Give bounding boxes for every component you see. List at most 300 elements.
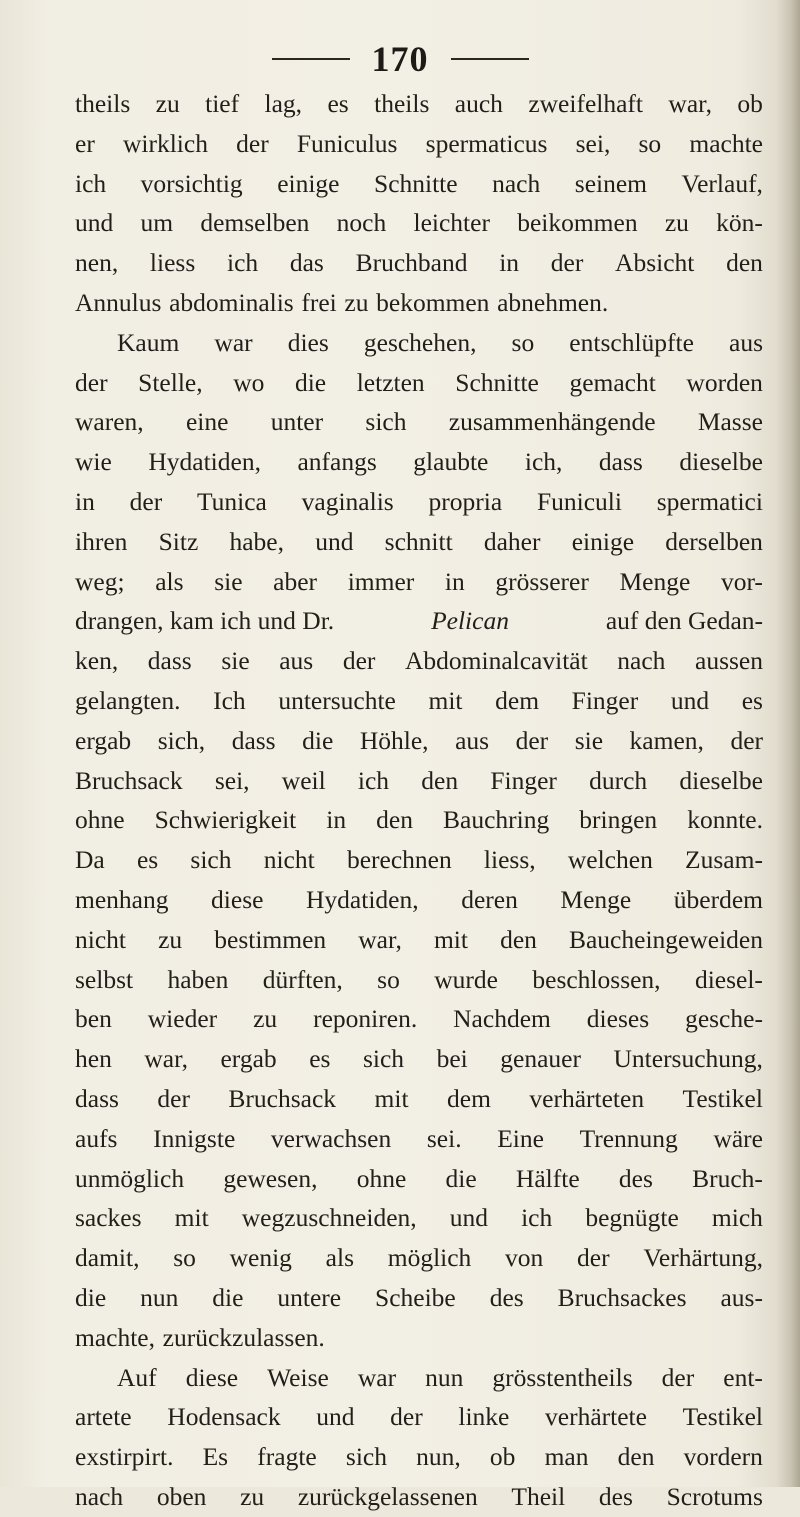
word: sei. [426,1123,462,1153]
word: Sitz [158,526,199,556]
word: wurde [434,964,498,994]
word: abnehmen. [497,287,609,317]
word: untere [277,1282,342,1312]
word: wegzuschneiden, [241,1203,417,1233]
word: der [730,725,763,755]
word: nicht [75,924,126,954]
word: kön- [716,208,763,238]
word: sei, [575,128,611,158]
word: Da [75,845,105,875]
word: damit, [75,1243,140,1273]
word: aus [729,327,763,357]
word: diese [185,1362,239,1392]
word: habe, [229,526,284,556]
word: und [670,685,710,715]
word: anfangs [297,447,377,477]
word: ich [226,248,259,278]
word: Auf [117,1362,157,1392]
word: war, [358,924,402,954]
word: aus [455,725,490,755]
word: bei [436,1044,468,1074]
word: durch [589,765,648,795]
word: Abdominalcavität [404,646,588,676]
word: dass [598,447,643,477]
word: bestimmen [214,924,327,954]
italic-name: Pelican [431,606,509,636]
word: sei, [214,765,250,795]
word: den [421,765,459,795]
word: worden [686,367,763,397]
word: spermaticus [425,128,548,158]
word: propria [428,486,503,516]
word: und [449,1203,488,1233]
word: ob [737,89,763,118]
word: einige [571,526,635,556]
text-line [75,442,763,482]
word: nach [617,646,666,676]
word: demselben [200,208,310,238]
text-line [75,1079,763,1119]
word: so [173,1243,196,1273]
word: theils [75,89,131,118]
word: nicht [263,845,315,875]
word: des [598,1481,633,1511]
word: mit [374,1083,409,1113]
word: ich [75,168,107,198]
word: dieselbe [679,765,763,795]
word: zu [158,924,183,954]
text-line [75,522,763,562]
word: konnte. [687,805,763,835]
word: nen, [75,248,119,278]
word: dies [287,327,329,357]
page-header [0,36,800,82]
word: ob [489,1442,516,1472]
word: hen [75,1044,112,1074]
word: letzten [356,367,425,397]
word: die [75,1282,107,1312]
word: ich [521,1203,553,1233]
word: berechnen [346,845,452,875]
word: die [302,725,334,755]
word: des [618,1163,653,1193]
word: war, [668,89,713,118]
word: Baucheingeweiden [568,924,763,954]
word: und [315,526,354,556]
word: Scheibe [375,1282,456,1312]
word: Weise [267,1362,329,1392]
text-line [75,1318,763,1358]
word: spermatici [656,486,763,516]
word: ohne [75,805,125,835]
word: mit [428,685,463,715]
word: artete [75,1402,132,1432]
word: und [75,208,114,238]
word: das [289,248,324,278]
word: Theil [511,1481,566,1511]
word: Hydatiden, [306,884,419,914]
word: liess, [483,845,536,875]
text-line [75,920,763,960]
word: Stelle, [138,367,203,397]
word: Bruchband [355,248,468,278]
word: der [390,1402,423,1432]
word: mich [711,1203,763,1233]
word: der [129,486,163,516]
word: Kaum [117,327,180,357]
word: haben [167,964,229,994]
word: Scrotums [666,1481,763,1511]
word: diese [211,884,264,914]
text-line [75,1278,763,1318]
word: ihren [75,526,128,556]
text-line [75,164,763,204]
body-text [75,84,763,1517]
line-text-pre: drangen, kam ich und Dr. [75,606,335,636]
text-line [75,1198,763,1238]
word: so [511,327,535,357]
word: dass [75,1083,119,1113]
word: sich [362,1044,405,1074]
word: nach [492,168,541,198]
word: einige [277,168,340,198]
text-line [75,1238,763,1278]
word: nun, [416,1442,461,1472]
word: dieselbe [679,447,763,477]
word: Innigste [153,1123,236,1153]
word: in [326,805,347,835]
word: sackes [75,1203,142,1233]
word: Absicht [615,248,695,278]
word: verwachsen [270,1123,392,1153]
word: Nachdem [453,1004,551,1034]
word: man [544,1442,589,1472]
word: sie [574,725,604,755]
word: genauer [500,1044,581,1074]
word: ken, [75,646,119,676]
word: es [309,1044,331,1074]
word: Bruchsack [75,765,183,795]
page-number: 170 [371,39,429,79]
word: zu [240,1481,265,1511]
word: Schwierigkeit [154,805,297,835]
word: der [577,1243,610,1273]
word: war, [144,1044,188,1074]
text-line [75,1477,763,1517]
word: schnitt [384,526,453,556]
word: tief [205,89,240,118]
word: linke [458,1402,510,1432]
word: wäre [713,1123,763,1153]
word: wo [233,367,265,397]
word: der [157,1083,190,1113]
word: in [499,248,520,278]
word: so [638,128,662,158]
word: grösserer [495,566,589,596]
word: nun [425,1362,464,1392]
word: zurückzulassen. [162,1322,325,1352]
word: beikommen [517,208,638,238]
word: Tunica [196,486,267,516]
word: ent- [723,1362,763,1392]
word: entschlüpfte [569,327,694,357]
word: unmöglich [75,1163,185,1193]
word: auch [454,89,503,118]
word: der [342,646,376,676]
text-line [75,761,763,801]
word: deren [461,884,518,914]
word: der [550,248,584,278]
word: Annulus [75,287,162,317]
word: oben [156,1481,207,1511]
word: von [505,1243,544,1273]
text-line [75,1039,763,1079]
word: der [515,725,549,755]
word: ben [75,1004,112,1034]
text-line [75,800,763,840]
word: machte, [75,1322,155,1352]
text-line [75,562,763,602]
word: Bauchring [443,805,550,835]
word: gelangten. [75,685,181,715]
word: zu [253,1004,278,1034]
word: untersuchte [278,685,396,715]
word: Menge [560,884,632,914]
word: vaginalis [301,486,394,516]
word: Es [202,1442,229,1472]
word: ich, [524,447,563,477]
word: es [136,845,159,875]
line-text-post: auf den Gedan- [605,606,763,636]
word: glaubte [413,447,489,477]
word: Finger [571,685,639,715]
word: verhärtete [545,1402,647,1432]
word: Eine [497,1123,544,1153]
word: leichter [413,208,490,238]
word: gewesen, [223,1163,318,1193]
word: Untersuchung, [613,1044,763,1074]
word: exstirpirt. [75,1442,174,1472]
word: wieder [147,1004,218,1034]
word: als [325,1243,354,1273]
word: dürften, [262,964,343,994]
word: aus [279,646,314,676]
page-edge-shadow [776,0,800,1487]
word: den [376,805,413,835]
word: vordern [683,1442,763,1472]
word: Bruch- [692,1163,763,1193]
word: Testikel [682,1083,763,1113]
word: so [377,964,400,994]
word: Ich [213,685,246,715]
word: seinem [574,168,647,198]
word: welchen [567,845,653,875]
word: es [327,89,349,118]
word: war [214,327,253,357]
word: eine [185,407,229,437]
text-line [75,721,763,761]
text-line [75,84,763,124]
word: vor- [720,566,763,596]
text-line [75,1397,763,1437]
text-line [75,999,763,1039]
word: sich, [157,725,206,755]
word: selbst [75,964,134,994]
word: reponiren. [313,1004,418,1034]
word: sich [190,845,232,875]
text-line [75,880,763,920]
word: sie [221,646,250,676]
word: wirklich [122,128,208,158]
word: Menge [619,566,691,596]
word: zusammenhängende [448,407,656,437]
text-line [75,363,763,403]
word: fragte [257,1442,317,1472]
word: Trennung [579,1123,678,1153]
word: diesel- [694,964,763,994]
word: Verhärtung, [643,1243,763,1273]
word: Hälfte [515,1163,580,1193]
word: aussen [695,646,763,676]
word: es [741,685,763,715]
word: grösstentheils [492,1362,633,1392]
word: wenig [229,1243,292,1273]
word: den [500,924,537,954]
word: mit [174,1203,209,1233]
paragraph-start-line [75,1358,763,1398]
header-rule-left [272,58,350,60]
word: derselben [665,526,763,556]
word: Hydatiden, [148,447,261,477]
word: ich [357,765,390,795]
word: begnügte [585,1203,679,1233]
word: unter [270,407,324,437]
text-line [75,402,763,442]
word: wie [75,447,112,477]
word: dem [495,685,540,715]
word: menhang [75,884,169,914]
word: Verlauf, [681,168,763,198]
text-line [75,203,763,243]
word: bringen [579,805,658,835]
word: aus- [720,1282,763,1312]
text-line [75,840,763,880]
word: daher [483,526,541,556]
word: nun [140,1282,179,1312]
word: verhärteten [529,1083,645,1113]
word: gesche- [685,1004,763,1034]
word: ergab [75,725,132,755]
word: lag, [264,89,303,118]
word: noch [336,208,387,238]
word: die [294,367,327,397]
word: war [357,1362,397,1392]
word: Zusam- [685,845,763,875]
text-line [75,641,763,681]
word: zweifelhaft [528,89,644,118]
paragraph-start-line [75,323,763,363]
word: überdem [673,884,763,914]
word: der [75,367,108,397]
word: weil [281,765,326,795]
word: sich [345,1442,387,1472]
word: vorsichtig [140,168,243,198]
text-line [75,482,763,522]
word: Schnitte [455,367,539,397]
text-line [75,681,763,721]
text-line [75,243,763,283]
word: Testikel [682,1402,763,1432]
word: Hodensack [167,1402,281,1432]
word: weg; [75,566,125,596]
word: er [75,128,95,158]
word: bekommen [376,287,490,317]
word: sich [365,407,407,437]
text-line-with-italic [75,601,763,641]
word: zu [664,208,689,238]
word: immer [347,566,415,596]
word: dass [231,725,276,755]
word: sie [214,566,243,596]
header-rule-right [451,58,529,60]
word: mit [433,924,468,954]
word: geschehen, [363,327,477,357]
word: die [212,1282,244,1312]
word: Schnitte [374,168,458,198]
word: zu [155,89,180,118]
word: Finger [490,765,557,795]
word: kamen, [629,725,704,755]
word: und [316,1402,355,1432]
word: nach [75,1481,124,1511]
word: zu [344,287,369,317]
word: Funiculi [536,486,622,516]
word: als [155,566,184,596]
word: der [661,1362,695,1392]
word: aufs [75,1123,118,1153]
word: möglich [387,1243,472,1273]
word: Funiculus [296,128,398,158]
word: dieses [586,1004,650,1034]
word: abdominalis [169,287,294,317]
word: in [75,486,95,516]
word: in [444,566,465,596]
word: theils [374,89,430,118]
word: ergab [220,1044,277,1074]
text-line [75,1159,763,1199]
word: Höhle, [359,725,429,755]
text-line [75,960,763,1000]
word: dem [447,1083,491,1113]
text-line [75,1119,763,1159]
word: Bruchsackes [557,1282,687,1312]
word: den [726,248,763,278]
word: gemacht [569,367,656,397]
word: ohne [356,1163,407,1193]
word: Masse [697,407,763,437]
word: des [489,1282,524,1312]
word: beschlossen, [532,964,661,994]
word: liess [149,248,196,278]
word: dass [147,646,192,676]
word: der [236,128,269,158]
text-line [75,283,763,323]
word: waren, [75,407,144,437]
word: frei [301,287,337,317]
word: zurückgelassenen [297,1481,478,1511]
word: aber [273,566,318,596]
word: um [140,208,174,238]
